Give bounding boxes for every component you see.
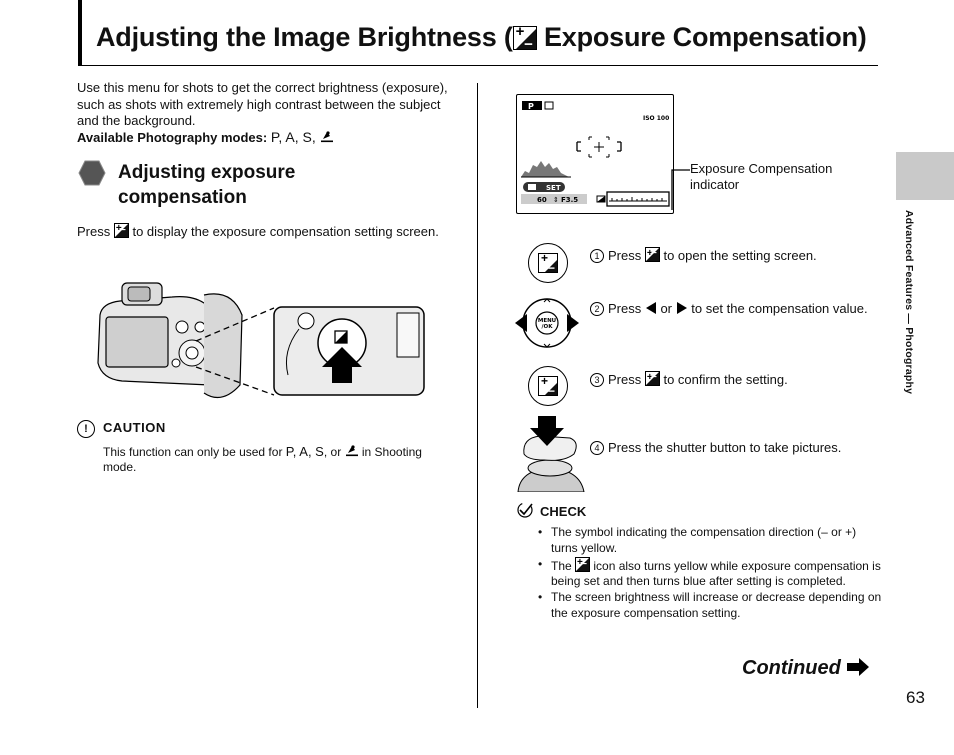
exposure-button-icon: + −: [645, 247, 660, 262]
check-icon: [516, 501, 534, 519]
exposure-indicator-callout: Exposure Compensation indicator: [690, 161, 833, 192]
section-hexagon-icon: [78, 160, 106, 186]
step-1-before: Press: [608, 248, 645, 263]
available-modes: [77, 129, 334, 145]
step1-exposure-button: [528, 243, 568, 283]
check-item-1: • The symbol indicating the compensation direction (– or +) turns yellow.: [538, 525, 883, 556]
lcd-aperture: F3.5: [561, 196, 579, 204]
side-tab: [896, 152, 954, 200]
caution-text-mid: , or: [323, 445, 345, 459]
step-2: [590, 300, 880, 318]
available-modes-label: Available Photography modes:: [77, 130, 271, 145]
lcd-mode: P: [528, 102, 534, 111]
caution-icon: !: [77, 420, 95, 438]
press-intro-before: Press: [77, 224, 114, 239]
exposure-compensation-icon: + −: [575, 557, 590, 572]
press-intro-after: to display the exposure compensation setting screen.: [128, 224, 439, 239]
exposure-button-icon: + −: [114, 223, 129, 238]
exposure-compensation-icon: + −: [538, 376, 558, 396]
side-label-text: Advanced Features — Photography: [903, 210, 915, 395]
step3-exposure-button: [528, 366, 568, 406]
check-item-2-before: The: [551, 558, 576, 573]
step-1-number: 1: [590, 249, 604, 263]
title-rule: [78, 65, 878, 66]
right-arrow-icon: [676, 302, 688, 314]
intro-text: Use this menu for shots to get the correct brightness (exposure), such as shots with extremely high contrast between the subject and the background.: [77, 80, 448, 128]
caution-modes: P, A, S: [285, 444, 324, 459]
menu-ok-line2: /OK: [541, 324, 553, 330]
step-4-text: Press the shutter button to take pictures.: [608, 440, 842, 455]
step-3-after: to confirm the setting.: [659, 372, 788, 387]
check-list: [538, 525, 883, 622]
night-mode-icon: [345, 444, 359, 457]
section-heading: Adjusting exposure compensation: [118, 162, 296, 208]
step-2-after: to set the compensation value.: [687, 301, 868, 316]
page-title: [96, 22, 867, 53]
exposure-button-icon: + −: [645, 371, 660, 386]
step-2-number: 2: [590, 302, 604, 316]
step-1-after: to open the setting screen.: [659, 248, 817, 263]
caution-title: CAUTION: [103, 420, 166, 435]
step-3-before: Press: [608, 372, 645, 387]
svg-text:⇕: ⇕: [553, 196, 559, 204]
caution-text: [103, 444, 433, 475]
column-divider: [477, 83, 478, 708]
lcd-screen-illustration: [516, 94, 674, 214]
shutter-button-illustration: [514, 414, 586, 492]
step-2-before: Press: [608, 301, 645, 316]
check-item-2: [538, 557, 883, 590]
camera-illustration: [92, 275, 432, 410]
callout-line: [670, 168, 692, 212]
lcd-set: SET: [546, 184, 561, 192]
lcd-shutter: 60: [537, 196, 547, 204]
step-3: [590, 371, 880, 389]
press-intro-text: [77, 223, 447, 240]
lcd-screen-graphic: [517, 95, 673, 213]
step-4: [590, 439, 890, 457]
continued-link[interactable]: [742, 657, 870, 680]
available-modes-list: P, A, S,: [270, 129, 320, 145]
check-title: CHECK: [540, 504, 587, 519]
night-mode-icon: [320, 130, 334, 143]
step-1: [590, 247, 880, 265]
menu-ok-line1: MENU: [537, 318, 557, 324]
side-label: [903, 210, 917, 410]
step-4-number: 4: [590, 441, 604, 455]
exposure-compensation-icon: + −: [538, 253, 558, 273]
step-3-number: 3: [590, 373, 604, 387]
exposure-compensation-icon: + −: [513, 26, 537, 50]
title-bar: [78, 0, 82, 66]
title-part-1: Adjusting the Image Brightness (: [96, 22, 513, 52]
continued-label: Continued: [742, 657, 841, 679]
check-item-2-after: icon also turns yellow while exposure compensation is being set and then turns blue after setting is completed.: [551, 558, 881, 588]
left-arrow-icon: [645, 302, 657, 314]
step2-dpad-graphic: [513, 296, 581, 350]
arrow-right-icon: [846, 658, 870, 676]
caution-text-before: This function can only be used for: [103, 445, 286, 459]
lcd-iso: ISO 100: [643, 115, 670, 122]
step-2-mid: or: [656, 301, 676, 316]
page-number: 63: [906, 688, 925, 707]
caution-text-after: in Shooting mode.: [103, 445, 422, 474]
title-part-2: Exposure Compensation): [536, 22, 867, 52]
check-item-3: • The screen brightness will increase or decrease depending on the exposure compensation setting.: [538, 590, 883, 621]
